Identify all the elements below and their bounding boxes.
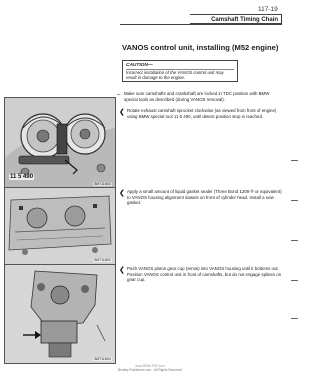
figure-cylinder-head [4,187,116,265]
step-text: Apply a small amount of liquid gasket sealer (Three Bond 1209 ® or equivalent) to VANOS housing alignment dowels on front of cylinder head. Install a new gasket. [127,189,282,206]
section-header: Camshaft Timing Chain [190,14,282,24]
tool-number-label: 11 5 490 [10,174,34,180]
step-arrow-icon: ❮ [119,109,125,116]
figure-vanos-unit [4,264,116,364]
caution-text: Incorrect installation of the VANOS control unit may result in damage to the engine. [126,70,224,81]
figure-id: BMT11M04 [94,357,111,361]
margin-tab-marks [291,160,299,320]
figure-id: BMT11M02 [94,258,111,262]
caution-title: CAUTION— [126,63,234,70]
instruction-text: Make sure camshafts and crankshaft are locked in TDC position with BMW special tools as described (during VANOS removal). [124,91,270,102]
figure-camshaft-sprocket [4,97,116,189]
dash-bullet: – [117,92,121,98]
page-title: VANOS control unit, installing (M52 engine) [122,43,279,52]
page-number: 117-19 [258,6,278,13]
footer-copyright: Bentley Publishers.com - All Rights Reserved [118,368,182,372]
header-rule [120,24,282,25]
step-text: Push VANOS piston gear cup (arrow) into VANOS housing until it bottoms out. Position VANOS control unit in front of camshafts, but do not engage splines on gear cup. [127,266,282,283]
vanos-unit-photo [5,265,115,363]
figure-id: BMT11M03 [94,182,111,186]
engine-photo-cylinder-head [5,188,115,264]
footer-watermark: www.BMW-PDF.com [135,364,165,368]
step-arrow-icon: ❮ [119,190,125,197]
caution-box [122,60,238,82]
step-text: Rotate exhaust camshaft sprocket clockwise (as viewed from front of engine) using BMW special tool 11 5 490, until detent position stop is reached. [127,108,277,119]
step-arrow-icon: ❮ [119,267,125,274]
